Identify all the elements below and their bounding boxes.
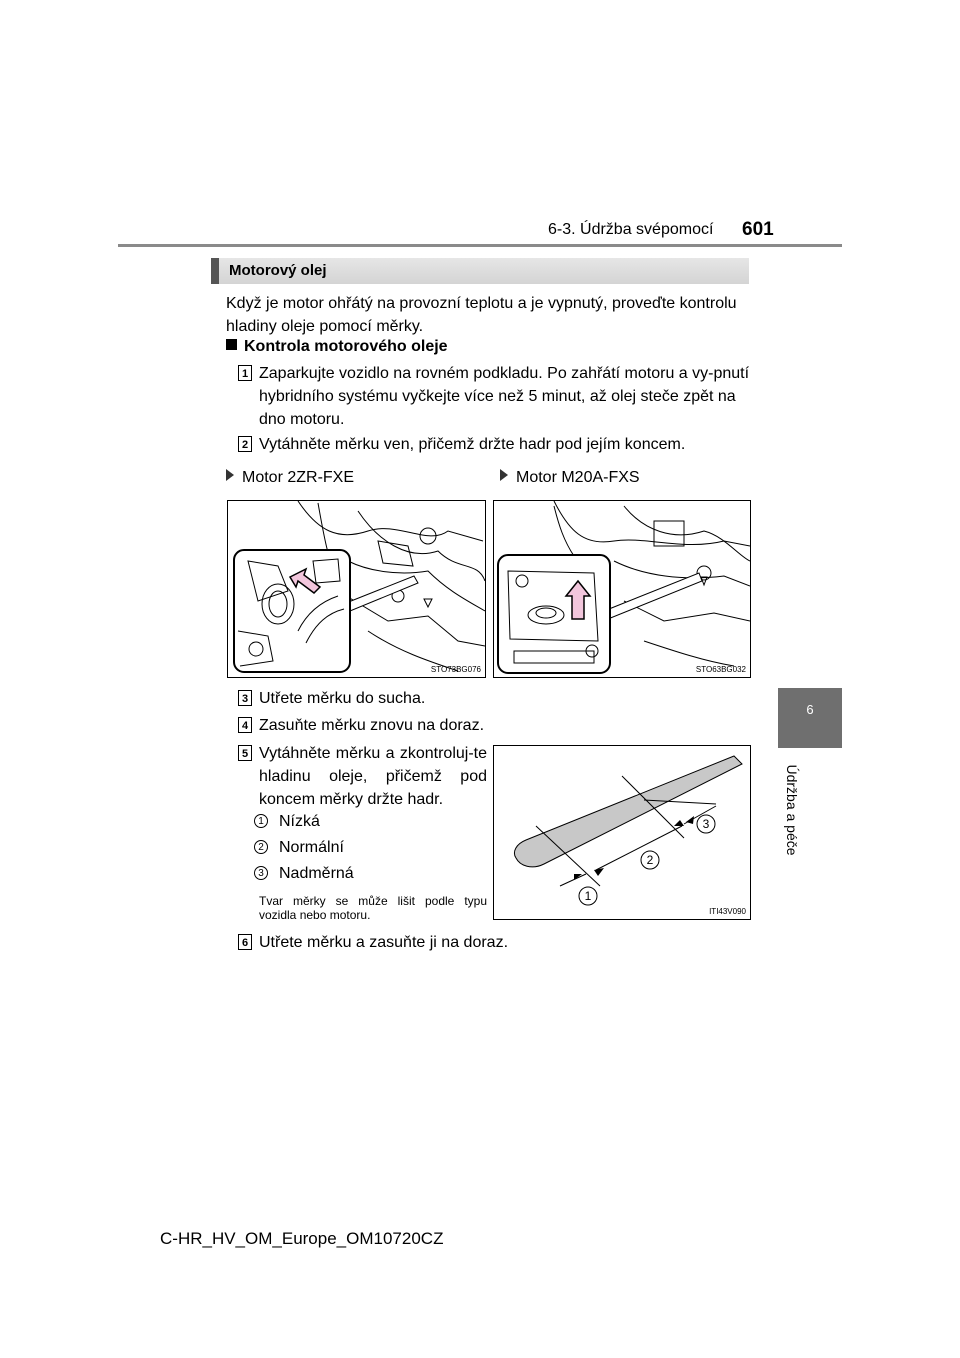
subheading-text: Kontrola motorového oleje [244,338,448,355]
step-number-6: 6 [238,934,252,950]
dipstick-illustration [494,746,750,919]
level-number-1: 1 [254,814,268,828]
section-title: Motorový olej [229,262,327,279]
figure-code-dipstick: ITI43V090 [709,907,746,916]
motor-label-m20a-text: Motor M20A-FXS [516,469,640,486]
figure-code-m20a: STO63BG032 [695,665,746,674]
step-number-4: 4 [238,717,252,733]
chapter-label-text: Údržba a péče [784,764,800,856]
level-number-2: 2 [254,840,268,854]
step-number-5: 5 [238,745,252,761]
engine-figure-m20a [493,500,751,678]
level-excess-label: Nadměrná [279,865,354,882]
motor-label-m20a [500,469,640,487]
dipstick-callout-2: 2 [646,853,654,867]
level-normal-label: Normální [279,839,344,856]
step-6-text: Utřete měrku a zasuňte ji na doraz. [259,934,509,951]
step-number-3: 3 [238,690,252,706]
figure-code-2zr: STO73BG076 [430,665,481,674]
step-2-text: Vytáhněte měrku ven, přičemž držte hadr pod jejím koncem. [259,436,686,453]
level-low-label: Nízká [279,813,320,830]
step-number-1: 1 [238,365,252,381]
chapter-tab[interactable] [778,688,842,748]
motor-label-2zr [226,469,354,487]
step-1-text: Zaparkujte vozidlo na rovném podkladu. Po zahřátí motoru a vy-pnutí hybridního systému vyčkejte více než 5 minut, až olej steče zpět na dno motoru. [259,365,750,428]
page-number: 601 [742,219,774,240]
shape-note: Tvar měrky se může lišit podle typu vozidla nebo motoru. [259,894,487,922]
intro-paragraph: Když je motor ohřátý na provozní teplotu a je vypnutý, proveďte kontrolu hladiny oleje pomocí měrky. [226,295,737,335]
engine-illustration-2zr [228,501,485,677]
motor-label-2zr-text: Motor 2ZR-FXE [242,469,355,486]
step-5-text: Vytáhněte měrku a zkontroluj-te hladinu oleje, přičemž pod koncem měrky držte hadr. [259,745,487,808]
section-heading: 6-3. Údržba svépomocí [548,221,714,238]
triangle-bullet-icon [500,469,508,481]
document-footer: C-HR_HV_OM_Europe_OM10720CZ [160,1229,444,1248]
subheading [226,338,448,356]
step-number-2: 2 [238,436,252,452]
dipstick-callout-3: 3 [702,817,710,831]
engine-figure-2zr [227,500,486,678]
triangle-bullet-icon [226,469,234,481]
chapter-label [772,760,812,860]
header-rule [118,244,842,247]
level-number-3: 3 [254,866,268,880]
step-4-text: Zasuňte měrku znovu na doraz. [259,717,485,734]
square-bullet-icon [226,339,237,350]
section-title-bar [211,258,749,284]
step-3-text: Utřete měrku do sucha. [259,690,426,707]
dipstick-callout-1: 1 [584,889,592,903]
dipstick-figure [493,745,751,920]
chapter-tab-number: 6 [806,702,814,717]
engine-illustration-m20a [494,501,750,677]
